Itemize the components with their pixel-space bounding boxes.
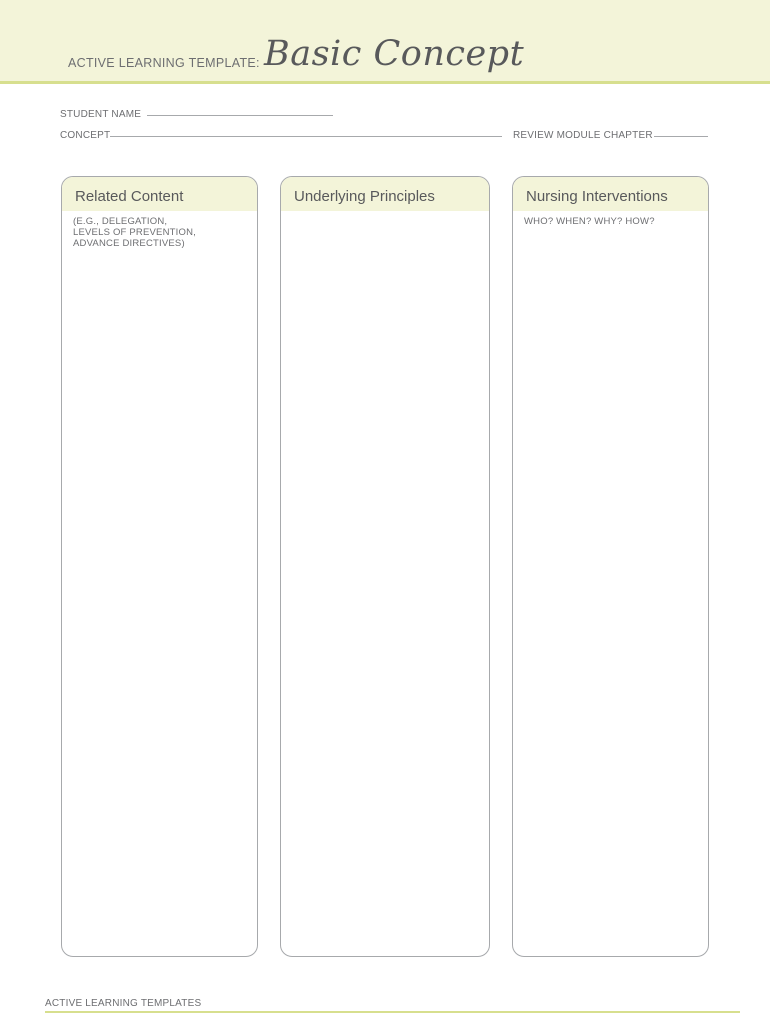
footer-label: ACTIVE LEARNING TEMPLATES	[45, 998, 202, 1009]
concept-label: CONCEPT	[60, 130, 111, 141]
student-name-label: STUDENT NAME	[60, 109, 142, 120]
column-note: WHO? WHEN? WHY? HOW?	[524, 216, 655, 227]
column-title: Nursing Interventions	[513, 177, 708, 211]
concept-row	[60, 130, 502, 141]
column-title: Underlying Principles	[281, 177, 489, 211]
review-module-label: REVIEW MODULE CHAPTER	[513, 130, 653, 141]
student-name-field[interactable]	[147, 115, 333, 116]
column-note: (E.G., DELEGATION, LEVELS OF PREVENTION, ADVANCE DIRECTIVES)	[73, 216, 196, 249]
review-module-field[interactable]	[654, 136, 708, 137]
review-module-row	[513, 130, 708, 141]
page-title: Basic Concept	[264, 34, 525, 74]
student-name-row	[60, 109, 333, 120]
column-related-content[interactable]	[61, 176, 258, 957]
column-underlying-principles[interactable]	[280, 176, 490, 957]
column-nursing-interventions[interactable]	[512, 176, 709, 957]
template-label: ACTIVE LEARNING TEMPLATE:	[68, 56, 260, 70]
footer-divider	[45, 1011, 740, 1013]
column-note	[281, 211, 489, 216]
column-title: Related Content	[62, 177, 257, 211]
concept-field[interactable]	[110, 136, 502, 137]
